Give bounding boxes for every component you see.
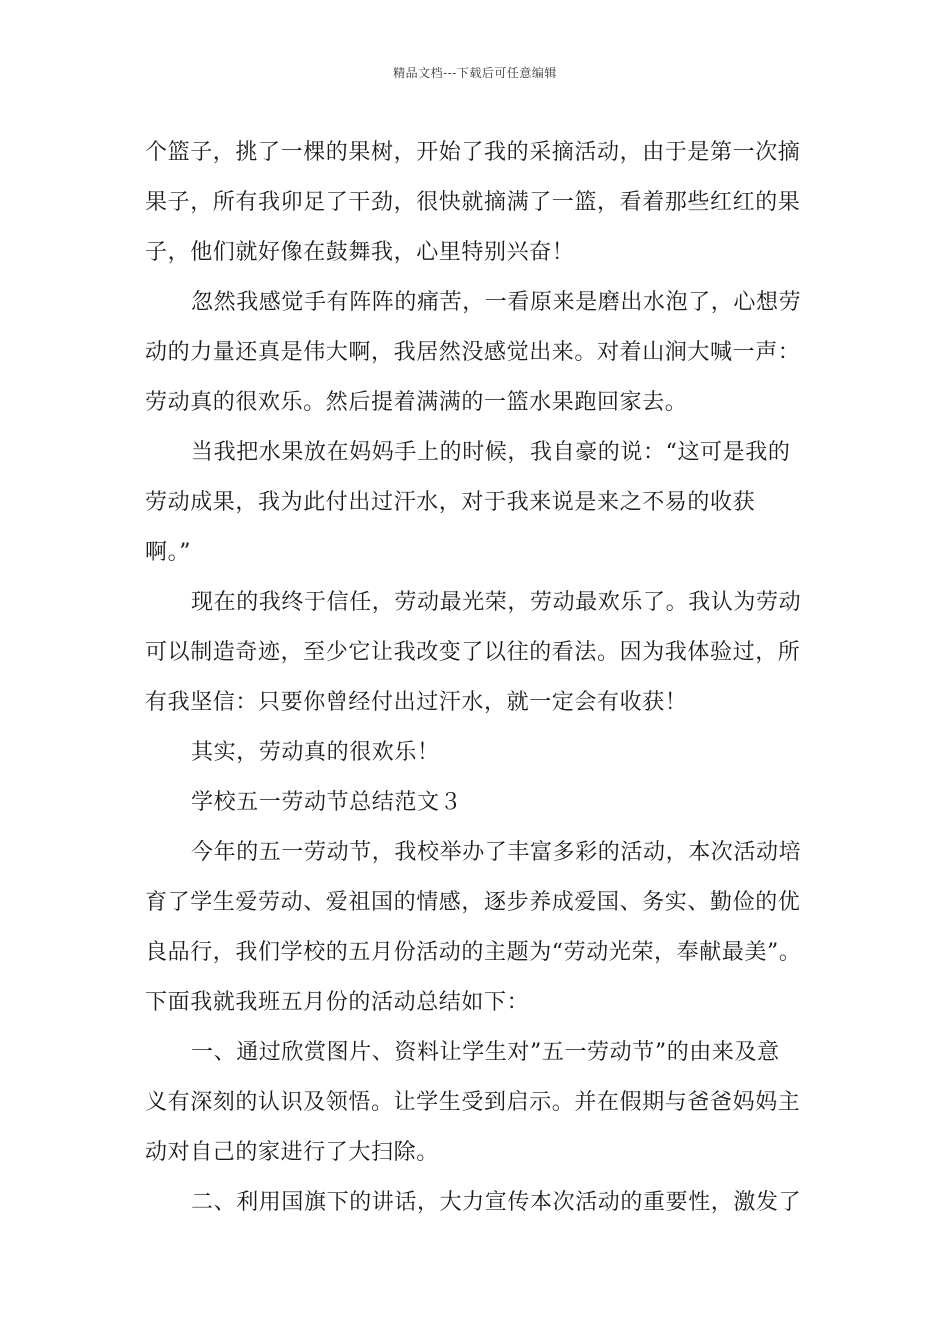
text-line: 啊。” — [145, 540, 192, 565]
text-line: 一、通过欣赏图片、资料让学生对”五一劳动节”的由来及意 — [191, 1040, 780, 1065]
text-line: 劳动成果，我为此付出过汗水，对于我来说是来之不易的收获 — [145, 490, 756, 515]
text-line: 个篮子，挑了一棵的果树，开始了我的采摘活动，由于是第一次摘 — [145, 140, 801, 165]
text-line: 下面我就我班五月份的活动总结如下： — [145, 990, 530, 1015]
text-line: 良品行，我们学校的五月份活动的主题为“劳动光荣，奉献最美”。 — [145, 940, 802, 965]
text-line: 今年的五一劳动节，我校举办了丰富多彩的活动，本次活动培 — [191, 840, 802, 865]
text-line: 育了学生爱劳动、爱祖国的情感，逐步养成爱国、务实、勤俭的优 — [145, 890, 801, 915]
text-line: 现在的我终于信任，劳动最光荣，劳动最欢乐了。我认为劳动 — [191, 590, 802, 615]
text-line: 义有深刻的认识及领悟。让学生受到启示。并在假期与爸爸妈妈主 — [145, 1090, 801, 1115]
text-line: 其实，劳动真的很欢乐！ — [191, 740, 440, 765]
text-line: 动的力量还真是伟大啊，我居然没感觉出来。对着山涧大喊一声： — [145, 340, 801, 365]
page-header: 精品文档---下载后可任意编辑 — [393, 66, 557, 80]
text-line: 果子，所有我卯足了干劲，很快就摘满了一篮，看着那些红红的果 — [145, 190, 801, 215]
document-body — [145, 128, 807, 1228]
text-line: 忽然我感觉手有阵阵的痛苦，一看原来是磨出水泡了，心想劳 — [191, 290, 802, 315]
text-line: 当我把水果放在妈妈手上的时候，我自豪的说：“这可是我的 — [191, 440, 791, 465]
text-line: 可以制造奇迹，至少它让我改变了以往的看法。因为我体验过，所 — [145, 640, 801, 665]
text-line: 动对自己的家进行了大扫除。 — [145, 1140, 439, 1165]
text-line: 子，他们就好像在鼓舞我，心里特别兴奋！ — [145, 240, 575, 265]
text-line: 有我坚信：只要你曾经付出过汗水，就一定会有收获！ — [145, 690, 688, 715]
text-line: 劳动真的很欢乐。然后提着满满的一篮水果跑回家去。 — [145, 390, 688, 415]
section-heading: 学校五一劳动节总结范文３ — [191, 790, 463, 815]
text-line: 二、利用国旗下的讲话，大力宣传本次活动的重要性，激发了 — [191, 1190, 802, 1215]
